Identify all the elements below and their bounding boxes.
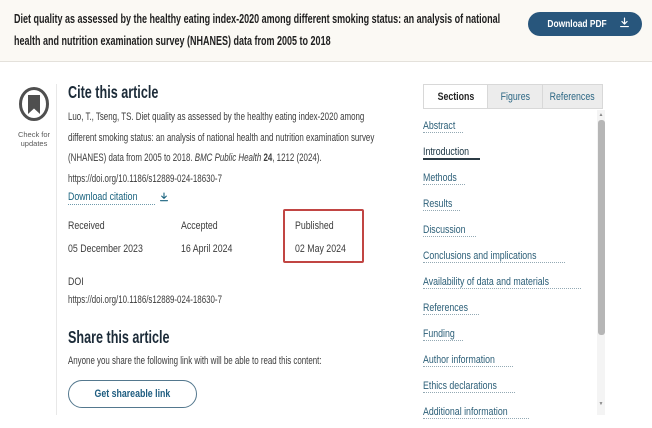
toc-item-availability[interactable]: Availability of data and materials: [423, 272, 581, 290]
accepted-date: Accepted 16 April 2024: [181, 220, 233, 255]
toc-item-discussion[interactable]: Discussion: [423, 220, 476, 238]
journal-name: BMC Public Health: [194, 152, 264, 164]
crossmark-bookmark-icon: [17, 110, 51, 127]
toc-item-methods[interactable]: Methods: [423, 168, 465, 186]
download-pdf-label: Download PDF: [547, 18, 607, 30]
check-for-updates-label: Check for updates: [17, 130, 51, 148]
sections-toc: [423, 116, 593, 428]
toc-item-additional-information[interactable]: Additional information: [423, 402, 529, 420]
toc-item-abstract[interactable]: Abstract: [423, 116, 463, 134]
download-pdf-button[interactable]: [528, 12, 642, 36]
toc-item-references[interactable]: References: [423, 298, 479, 316]
toc-item-results[interactable]: Results: [423, 194, 460, 212]
tab-references[interactable]: References: [549, 90, 595, 103]
citation-line2: different smoking status: an analysis of national health and nutrition examination survey: [68, 131, 375, 144]
article-history: [68, 220, 413, 264]
scrollbar-thumb[interactable]: [598, 120, 605, 335]
article-sticky-header: [0, 0, 652, 62]
toc-item-funding[interactable]: Funding: [423, 324, 463, 342]
doi-label: DOI: [68, 276, 84, 288]
volume-number: 24: [263, 152, 273, 164]
sidebar-tabbar: [423, 84, 603, 109]
scrollbar-up-arrow-icon[interactable]: ▲: [598, 112, 604, 118]
toc-item-ethics-declarations[interactable]: Ethics declarations: [423, 376, 515, 394]
sidebar-scrollbar[interactable]: [597, 110, 605, 415]
article-title-line2: health and nutrition examination survey (NHANES) data from 2005 to 2018: [14, 34, 331, 48]
citation-line3: (NHANES) data from 2005 to 2018. BMC Public Health 24, 1212 (2024).: [68, 152, 322, 164]
scrollbar-down-arrow-icon[interactable]: ▼: [598, 401, 604, 407]
toc-item-introduction[interactable]: Introduction: [423, 142, 480, 160]
share-description: Anyone you share the following link with will be able to read this content:: [68, 355, 322, 367]
tab-figures[interactable]: Figures: [488, 85, 543, 108]
published-date: Published 02 May 2024: [295, 220, 346, 255]
download-citation-link[interactable]: Download citation: [68, 191, 169, 205]
article-title-line1: Diet quality as assessed by the healthy eating index-2020 among different smoking status: an analysis of national: [14, 12, 501, 26]
check-for-updates-badge[interactable]: [6, 86, 62, 148]
download-icon: [159, 192, 169, 205]
citation-line1: Luo, T., Tseng, TS. Diet quality as assessed by the healthy eating index-2020 among: [68, 111, 365, 123]
content-left-divider: [56, 84, 57, 415]
received-date: Received 05 December 2023: [68, 220, 143, 255]
download-icon: [619, 17, 630, 31]
toc-item-author-information[interactable]: Author information: [423, 350, 513, 368]
get-shareable-link-button[interactable]: Get shareable link: [68, 380, 197, 408]
cite-this-article-heading: Cite this article: [68, 82, 159, 102]
doi-value: https://doi.org/10.1186/s12889-024-18630-7: [68, 294, 222, 306]
share-this-article-heading: Share this article: [68, 327, 170, 347]
tab-sections[interactable]: Sections: [424, 85, 488, 108]
citation-doi-url: https://doi.org/10.1186/s12889-024-18630-7: [68, 172, 222, 185]
toc-item-conclusions[interactable]: Conclusions and implications: [423, 246, 565, 264]
